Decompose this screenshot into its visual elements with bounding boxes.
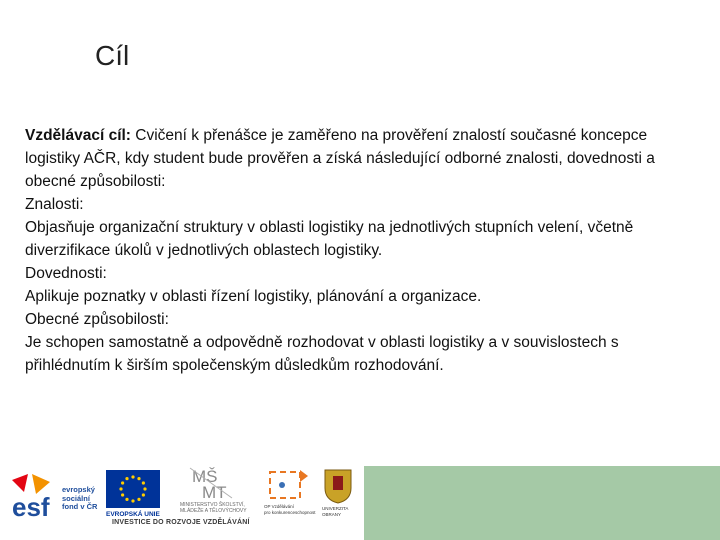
knowledge-text: Objasňuje organizační struktury v oblasti logistiky na jednotlivých stupních velení, včetně diverzifikace úkolů v jednotlivých oblastech logistiky. — [25, 219, 634, 259]
op-vk-mark-icon — [262, 468, 318, 502]
eu-star — [143, 487, 146, 490]
slide-body — [25, 124, 705, 377]
eu-star — [125, 477, 128, 480]
eu-flag-icon — [106, 470, 160, 510]
university-line: UNIVERZITA — [322, 506, 349, 511]
eu-star — [137, 498, 140, 501]
esf-line: evropský — [62, 485, 95, 494]
eu-star — [121, 481, 124, 484]
esf-line: fond v ČR — [62, 502, 98, 511]
university-line: OBRANY — [322, 511, 342, 517]
lead-label: Vzdělávací cíl: — [25, 127, 131, 144]
svg-text:MŠ: MŠ — [192, 467, 218, 486]
university-logo — [320, 468, 356, 522]
svg-text:esf: esf — [12, 492, 50, 522]
decorative-green-band — [364, 466, 720, 540]
university-text — [322, 506, 348, 517]
eu-star — [121, 493, 124, 496]
skills-text: Aplikuje poznatky v oblasti řízení logistiky, plánování a organizace. — [25, 288, 482, 305]
skills-heading: Dovednosti: — [25, 265, 107, 282]
msmt-line: MINISTERSTVO ŠKOLSTVÍ, — [180, 502, 245, 508]
svg-text:MT: MT — [202, 483, 227, 500]
knowledge-heading: Znalosti: — [25, 196, 84, 213]
op-vk-line: OP Vzdělávání — [264, 504, 294, 509]
eu-star — [119, 487, 122, 490]
lead-text: Cvičení k přenášce je zaměřeno na prověření znalostí současné koncepce logistiky AČR, kdy student bude prověřen a získá následující odborné znalosti, dovednosti a obecné způsobilosti: — [25, 127, 655, 190]
msmt-line: MLÁDEŽE A TĚLOVÝCHOVY — [180, 508, 247, 514]
competence-text: Je schopen samostatně a odpovědně rozhodovat v oblasti logistiky a v souvislostech s přihlédnutím k širším společenským důsledkům rozhodování. — [25, 334, 619, 374]
op-vk-logo — [262, 468, 318, 522]
msmt-logo — [180, 466, 260, 522]
eu-label: EVROPSKÁ UNIE — [106, 511, 160, 518]
competence-heading: Obecné způsobilosti: — [25, 311, 169, 328]
eu-star — [131, 499, 134, 502]
university-crest-icon — [323, 468, 353, 504]
eu-star — [137, 477, 140, 480]
op-vk-line: pro konkurenceschopnost — [264, 509, 316, 515]
lead-paragraph — [25, 124, 705, 193]
logo-strip — [0, 462, 364, 540]
strip-caption: INVESTICE DO ROZVOJE VZDĚLÁVÁNÍ — [112, 519, 250, 526]
eu-star — [131, 475, 134, 478]
esf-line: sociální — [62, 493, 90, 503]
msmt-mark-icon — [188, 466, 248, 500]
slide-title: Cíl — [95, 40, 130, 71]
eu-star — [142, 493, 145, 496]
eu-logo — [106, 470, 160, 522]
eu-star — [142, 481, 145, 484]
esf-logo — [10, 470, 102, 522]
esf-text — [62, 486, 97, 512]
msmt-text — [180, 502, 247, 514]
op-vk-text — [264, 504, 316, 515]
eu-star — [125, 498, 128, 501]
